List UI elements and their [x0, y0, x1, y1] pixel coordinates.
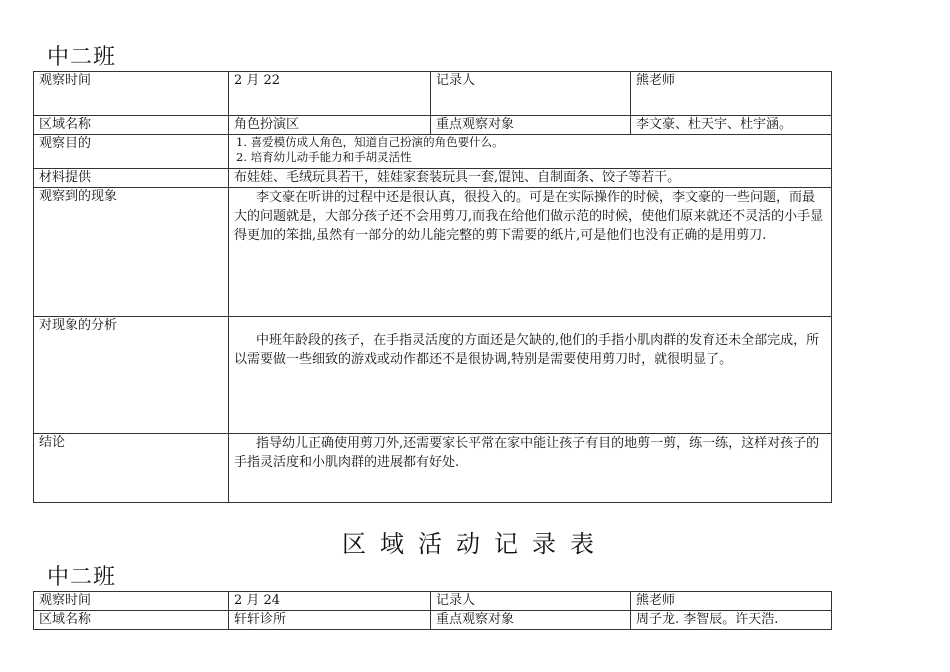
time-label: 观察时间 — [34, 72, 229, 116]
phenomenon-row — [34, 188, 832, 317]
purpose-item-2: 2. 培育幼儿动手能力和手胡灵活性 — [236, 150, 412, 164]
purpose-label: 观察目的 — [34, 135, 229, 169]
conclusion-row — [34, 434, 832, 503]
analysis-row — [34, 317, 832, 434]
class-heading-2: 中二班 — [47, 565, 117, 590]
form-title: 区域活动记录表 — [342, 530, 608, 558]
phenomenon-label: 观察到的现象 — [34, 188, 229, 317]
area-label-2: 区域名称 — [34, 611, 229, 630]
recorder-value-2: 熊老师 — [631, 592, 832, 611]
recorder-label-2: 记录人 — [431, 592, 631, 611]
class-heading: 中二班 — [47, 45, 117, 70]
purpose-item-1: 1. 喜爱模仿成人角色，知道自己扮演的角色要什么。 — [236, 135, 504, 149]
conclusion-label: 结论 — [34, 434, 229, 503]
area-label: 区域名称 — [34, 116, 229, 135]
time-row — [34, 72, 832, 116]
materials-value: 布娃娃、毛绒玩具若干，娃娃家套装玩具一套,馄饨、自制面条、饺子等若干。 — [229, 169, 832, 188]
recorder-label: 记录人 — [431, 72, 631, 116]
area-row-2 — [34, 611, 832, 630]
purpose-row — [34, 135, 832, 169]
area-value-2: 轩轩诊所 — [229, 611, 431, 630]
purpose-list — [229, 135, 832, 169]
observation-table — [33, 71, 832, 503]
phenomenon-text: 李文豪在听讲的过程中还是很认真，很投入的。可是在实际操作的时候，李文豪的一些问题，而最大的问题就是，大部分孩子还不会用剪刀,而我在给他们做示范的时候，使他们原来就还不灵活的小手显得更加的笨拙,虽然有一部分的幼儿能完整的剪下需要的纸片,可是他们也没有正确的是用剪刀. — [229, 188, 832, 317]
time-row-2 — [34, 592, 832, 611]
analysis-text: 中班年龄段的孩子，在手指灵活度的方面还是欠缺的,他们的手指小肌肉群的发育还未全部完成，所以需要做一些细致的游戏或动作都还不是很协调,特别是需要使用剪刀时，就很明显了。 — [229, 317, 832, 434]
area-value: 角色扮演区 — [229, 116, 431, 135]
focus-label: 重点观察对象 — [431, 116, 631, 135]
time-label-2: 观察时间 — [34, 592, 229, 611]
materials-row — [34, 169, 832, 188]
observation-table-2 — [33, 591, 832, 630]
area-row — [34, 116, 832, 135]
analysis-label: 对现象的分析 — [34, 317, 229, 434]
focus-value-2: 周子龙. 李智辰。许天浩. — [631, 611, 832, 630]
time-value: 2 月 22 — [229, 72, 431, 116]
focus-label-2: 重点观察对象 — [431, 611, 631, 630]
time-value-2: 2 月 24 — [229, 592, 431, 611]
recorder-value: 熊老师 — [631, 72, 832, 116]
focus-value: 李文豪、杜天宇、杜宇涵。 — [631, 116, 832, 135]
materials-label: 材料提供 — [34, 169, 229, 188]
conclusion-text: 指导幼儿正确使用剪刀外,还需要家长平常在家中能让孩子有目的地剪一剪，练一练，这样对孩子的手指灵活度和小肌肉群的进展都有好处. — [229, 434, 832, 503]
